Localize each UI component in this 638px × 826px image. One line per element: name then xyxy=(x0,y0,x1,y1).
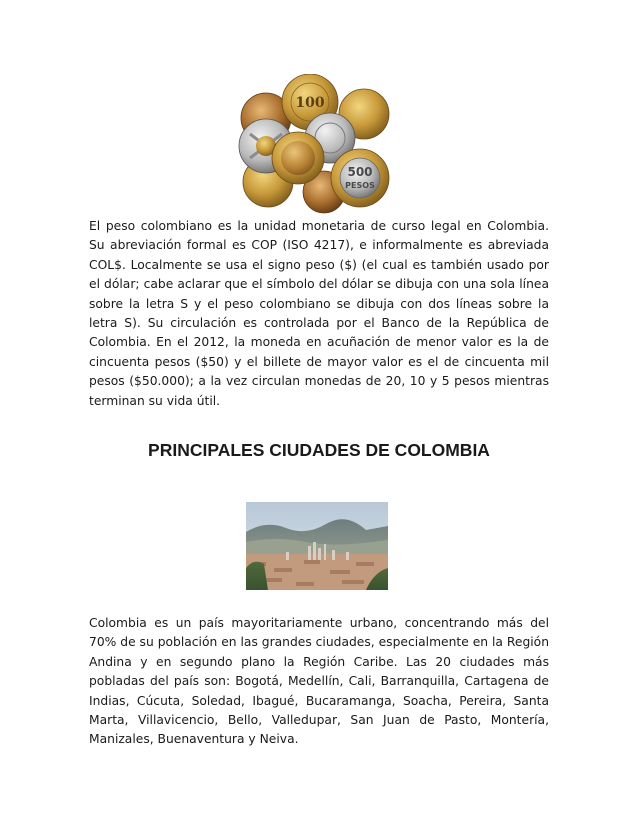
peso-paragraph: El peso colombiano es la unidad monetaria de curso legal en Colombia. Su abreviación formal es COP (ISO 4217), e informalmente es abreviada COL$. Localmente se usa el signo peso ($) (el cual es también usado por el dólar; cabe aclarar que el símbolo del dólar se dibuja con una sola línea sobre la letra S y el peso colombiano se dibuja con dos líneas sobre la letra S). Su circulación es controlada por el Banco de la República de Colombia. En el 2012, la moneda en acuñación de menor valor es la de cincuenta pesos ($50) y el billete de mayor valor es el de cincuenta mil pesos ($50.000); a la vez circulan monedas de 20, 10 y 5 pesos mientras terminan su vida útil. xyxy=(89,219,549,408)
colombian-coins-image xyxy=(236,74,394,214)
section-heading: PRINCIPALES CIUDADES DE COLOMBIA xyxy=(148,440,490,460)
city-panorama-image xyxy=(246,502,388,590)
coin-100-label: 100 xyxy=(295,95,325,111)
coin-500-label: 500 xyxy=(347,165,373,179)
cities-paragraph: Colombia es un país mayoritariamente urbano, concentrando más del 70% de su población en las grandes ciudades, especialmente en la Región Andina y en segundo plano la Región Caribe. Las 20 ciudades más pobladas del país son: Bogotá, Medellín, Cali, Barranquilla, Cartagena de Indias, Cúcuta, Soledad, Ibagué, Bucaramanga, Soacha, Pereira, Santa Marta, Villavicencio, Bello, Valledupar, San Juan de Pasto, Montería, Manizales, Buenaventura y Neiva. xyxy=(89,616,549,747)
coin-pesos-label: PESOS xyxy=(345,181,375,190)
